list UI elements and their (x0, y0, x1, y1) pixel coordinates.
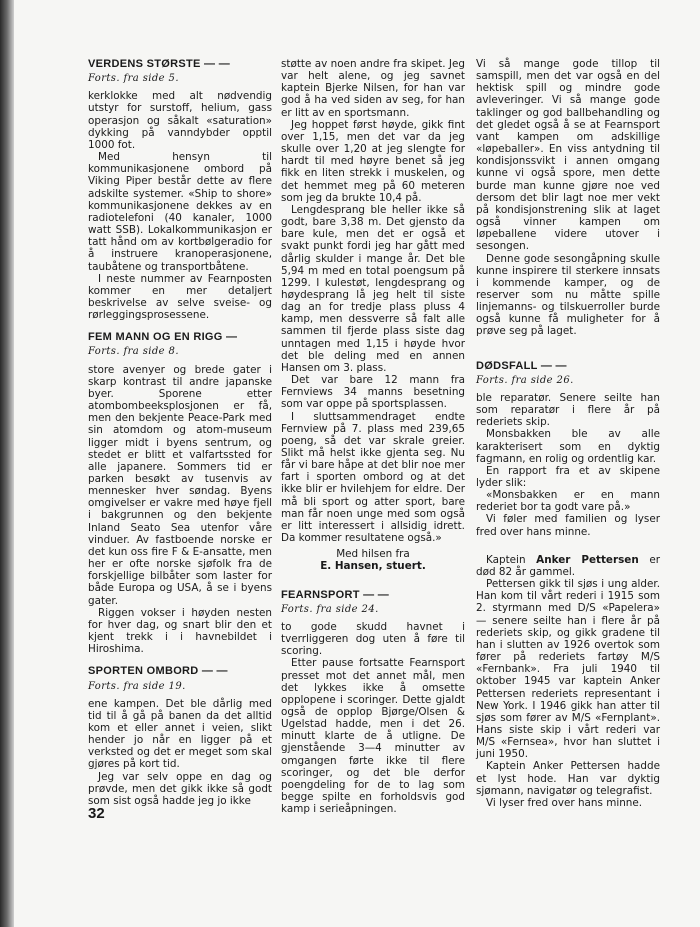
book-spine-shadow (0, 0, 14, 927)
paragraph: I neste nummer av Fearnposten kommer en mer detaljert beskrivelse av selve sveise- og rørleggingsprosessene. (88, 272, 272, 322)
paragraph: «Monsbakken er en mann rederiet bor ta godt vare på.» (476, 489, 660, 514)
paragraph: to gode skudd havnet i tverrliggeren dog uten å føre til scoring. (281, 620, 465, 658)
paragraph: Riggen vokser i høyden nesten for hver dag, og snart blir den et kjent trekk i i havnebildet i Hiroshima. (88, 606, 272, 656)
paragraph: Lengdesprang ble heller ikke så godt, bare 3,38 m. Det gjensto da bare kule, men det er også et svakt punkt fordi jeg har gått med dårlig skulder i mange år. Det ble 5,94 m med en total poengsum på 1299. I kulestøt, lengdesprang og høydesprang lå jeg helt til siste dag an for tredje plass pluss 4 kamp, men dessverre så falt alle sammen til fjerde plass siste dag unntagen med 1,15 i høyde hvor det ble deling med en annen Hansen om 3. plass. (281, 203, 465, 374)
continued-note: Forts. fra side 19. (88, 680, 186, 692)
continued-note: Forts. fra side 24. (281, 603, 379, 615)
paragraph: Jeg hoppet først høyde, gikk fint over 1,15, men det var da jeg skulle over 1,20 at jeg slengte for hardt til med høyre benet så jeg fikk en liten strekk i muskelen, og det hemmet meg på 60 meteren som jeg da brukte 10,4 på. (281, 118, 465, 204)
signature-name: E. Hansen, stuert. (320, 560, 426, 573)
name-bold: Anker Pettersen (536, 553, 639, 566)
paragraph: Vi føler med familien og lyser fred over hans minne. (476, 513, 660, 538)
paragraph: Med hensyn til kommunikasjonene ombord på Viking Piper består dette av flere adskilte systemer. «Ship to shore» kommunikasjonene dekkes av en radiotelefoni (40 kanaler, 1000 watt SSB). Lokalkommunikasjon er tatt hånd om av kortbølgeradio for å instruere kranoperasjonene, taubåtene og transportbåtene. (88, 151, 272, 273)
continued-note: Forts. fra side 5. (88, 73, 179, 85)
heading-sporten: SPORTEN OMBORD — — (88, 665, 228, 678)
paragraph: Kaptein Anker Pettersen er død 82 år gammel. (476, 553, 661, 578)
paragraph: Etter pause fortsatte Fearnsport presset mot det annet mål, men det lykkes ikke å omsette opplopene i scoringer. Dette gjaldt også de opplop Bjørge/Olsen & Ugelstad hadde, men i det 26. minutt klarte de å utligne. De gjenstående 3—4 minutter av omgangen førte ikke til flere scoringer, og det ble derfor poengdeling for de to lag som begge spilte en forholdsvis god kamp i serieåpningen. (281, 657, 465, 816)
heading-verdens: VERDENS STØRSTE — — (88, 58, 230, 70)
heading-dodsfall: DØDSFALL — — (476, 359, 567, 372)
column-left (88, 58, 272, 807)
paragraph: Jeg var selv oppe en dag og prøvde, men det gikk ikke så godt som sist også hadde jeg jo ikke (88, 770, 272, 807)
paragraph: Vi så mange gode tillop til samspill, men det var også en del hektisk spill og mindre gode avleveringer. Vi så mange gode taklinger og god ballbehandling og det gledet også å se at Fearnsport vant kampen om adskillige «løpeballer». En viss antydning til kondisjonssvikt i annen omgang kunne vi også spore, men dette burde man kunne gjøre noe ved dersom det blir lagt noe mer vekt på kondisjonstrening slik at laget også vinner kampen om løpeballene videre utover i sesongen. (476, 58, 660, 253)
signature (281, 548, 465, 572)
paragraph: En rapport fra et av skipene lyder slik: (476, 464, 660, 489)
paragraph: Kaptein Anker Pettersen hadde et lyst hode. Han var dyktig sjømann, navigatør og telegrafist. (476, 760, 660, 797)
signature-greeting: Med hilsen fra (336, 548, 410, 561)
heading-fem-mann: FEM MANN OG EN RIGG — (88, 331, 238, 344)
paragraph: Det var bare 12 mann fra Fernviews 34 manns besetning som var oppe på sportsplassen. (281, 374, 465, 411)
continued-note: Forts. fra side 26. (476, 374, 574, 386)
paragraph: Monsbakken ble av alle karakterisert som en dyktig fagmann, en rolig og ordentlig kar. (476, 428, 660, 465)
paragraph: Vi lyser fred over hans minne. (486, 796, 643, 809)
page-number: 32 (88, 805, 105, 822)
paragraph: I sluttsammendraget endte Fernview på 7. plass med 239,65 poeng, så det var skrale greier. Slikt må helst ikke gjenta seg. Nu får vi bare håpe at det blir noe mer fart i sporten ombord og at det ikke blir er hvilehjem for eldre. Der må bli sport og atter sport, bare man får noen unge med som også er litt interessert i allsidig idrett. Da kommer resultatene også.» (281, 410, 465, 545)
paragraph: store avenyer og brede gater i skarp kontrast til andre japanske byer. Sporene etter atombombeeksplosjonen er få, men den bekjente Peace-Park med sin atomdom og atom-museum ligger midt i byens sentrum, og stedet er blitt et valfartssted for alle japanere. Sommers tid er parken besøkt av tusenvis av mennesker hver søndag. Byens omgivelser er vakre med høye fjell i bakgrunnen og den bekjente Inland Seato Sea utenfor våre vinduer. Av fastboende norske er det kun oss fire F & E-ansatte, men her er ofte norske sjøfolk fra de forskjellige bilbåter som laster for både Europa og USA, å se i byens gater. (88, 363, 272, 607)
paragraph: ene kampen. Det ble dårlig med tid til å gå på banen da det alltid kom et eller annet i veien, slikt hender jo når en ligger på et verksted og det er meget som skal gjøres på kort tid. (88, 697, 272, 771)
paragraph: ble reparatør. Senere seilte han som reparatør i flere år på rederiets skip. (476, 391, 660, 429)
column-middle (281, 58, 465, 815)
continued-note: Forts. fra side 8. (88, 346, 179, 358)
heading-fearnsport: FEARNSPORT — — (281, 588, 390, 601)
paragraph: kerklokke med alt nødvendig utstyr for surstoff, helium, gass operasjon og såkalt «saturation» dykking på vanndybder opptil 1000 fot. (88, 90, 272, 151)
paragraph: Denne gode sesongåpning skulle kunne inspirere til sterkere innsats i kommende kamper, og de reserver som nu måtte spille linjemanns- og tilskuerroller burde også kunne få muligheter for å prøve seg på laget. (476, 252, 660, 338)
column-right (476, 58, 660, 809)
paragraph: Pettersen gikk til sjøs i ung alder. Han kom til vårt rederi i 1915 som 2. styrmann med D/S «Papelera» — senere seilte han i flere år på rederiets skip, og gikk gradene til han i slutten av 1926 overtok som fører på rederiets fartøy M/S «Fernbank». Fra juli 1940 til oktober 1945 var kaptein Anker Pettersen rederiets representant i New York. I 1946 gikk han atter til sjøs som fører av M/S «Fernplant». Hans siste skip i vårt rederi var M/S «Fernsea», hvor han sluttet i juni 1950. (476, 578, 660, 761)
paragraph: støtte av noen andre fra skipet. Jeg var helt alene, og jeg savnet kaptein Bjerke Nilsen, for han var god å ha ved siden av seg, for han er litt av en sportsmann. (281, 58, 465, 119)
